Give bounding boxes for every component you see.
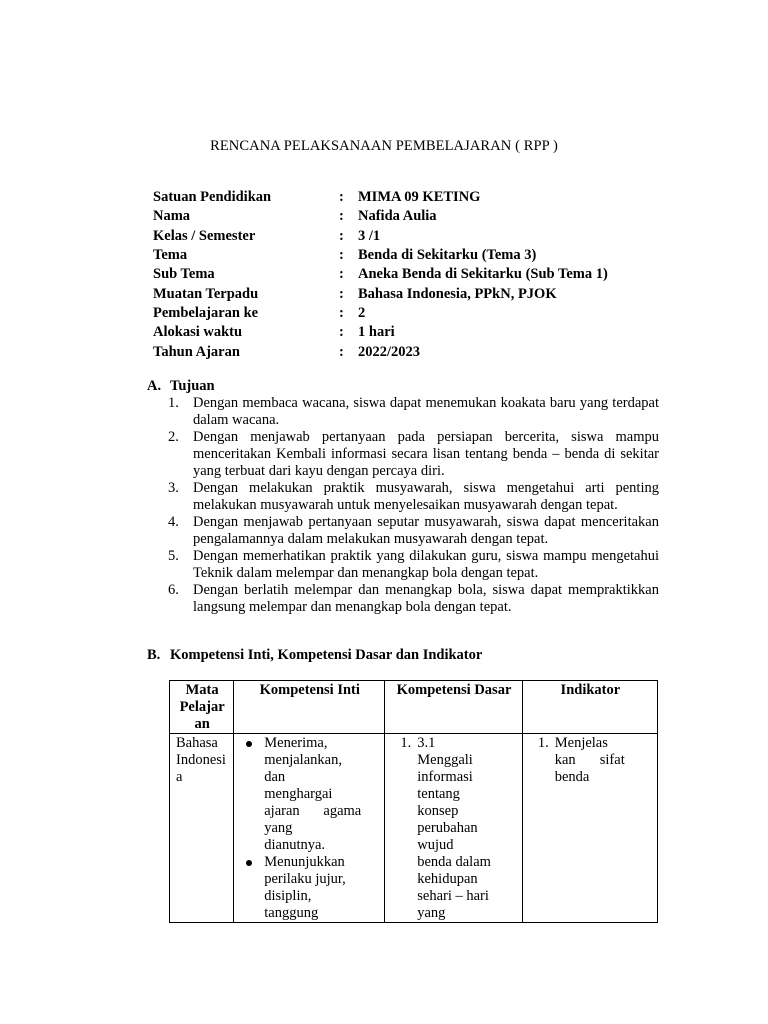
cell-line: Menggali (417, 752, 473, 768)
cell-line: Menjelas (554, 735, 608, 751)
identity-value: 3 /1 (358, 227, 381, 244)
cell-line: Bahasa (176, 735, 218, 751)
header-kompetensi-inti: Kompetensi Inti (234, 681, 385, 734)
cell-line: tanggung (264, 905, 319, 921)
ki-list (240, 735, 379, 922)
identity-row (153, 304, 673, 323)
identity-row (153, 323, 673, 342)
cell-indikator (522, 734, 657, 923)
header-line: Mata (185, 682, 219, 698)
item-number: 3. (168, 480, 179, 496)
section-heading (147, 378, 659, 395)
identity-row (153, 246, 673, 265)
cell-line: perilaku jujur, (264, 871, 346, 887)
identity-value: Aneka Benda di Sekitarku (Sub Tema 1) (358, 266, 608, 283)
item-number: 4. (168, 514, 179, 530)
cell-line: a (176, 769, 183, 785)
cell-subject (170, 734, 234, 923)
identity-label: Tema (153, 247, 188, 264)
header-indikator: Indikator (522, 681, 657, 734)
section-title: Kompetensi Inti, Kompetensi Dasar dan Indikator (170, 647, 483, 663)
section-letter: A. (147, 378, 162, 394)
identity-value: Benda di Sekitarku (Tema 3) (358, 247, 537, 264)
cell-line: benda (554, 769, 590, 785)
identity-colon: : (339, 343, 344, 360)
table-header-row (170, 681, 658, 734)
identity-value: MIMA 09 KETING (358, 189, 481, 206)
identity-colon: : (339, 266, 344, 283)
identity-row (153, 284, 673, 303)
section-tujuan (147, 378, 659, 616)
cell-line: dan (264, 769, 286, 785)
cell-line: 3.1 (417, 735, 436, 751)
item-number: 1. (537, 735, 549, 751)
cell-kompetensi-inti (234, 734, 385, 923)
header-line: an (194, 716, 210, 732)
identity-row (153, 227, 673, 246)
cell-line: tentang (417, 786, 460, 802)
identity-value: Nafida Aulia (358, 208, 437, 225)
cell-line: Menunjukkan (264, 854, 345, 870)
identity-label: Muatan Terpadu (153, 285, 259, 302)
item-number: 2. (168, 429, 179, 445)
identity-colon: : (339, 208, 344, 225)
list-item (168, 395, 659, 429)
cell-line: informasi (417, 769, 473, 785)
identity-label: Alokasi waktu (153, 324, 243, 341)
identity-value: Bahasa Indonesia, PPkN, PJOK (358, 285, 557, 302)
kd-list-item (391, 735, 516, 922)
cell-line: Indonesi (176, 752, 226, 768)
identity-colon: : (339, 227, 344, 244)
identity-row (153, 342, 673, 361)
identity-colon: : (339, 304, 344, 321)
identity-label: Sub Tema (153, 266, 215, 283)
cell-line: disiplin, (264, 888, 312, 904)
item-text: Dengan berlatih melempar dan menangkap bola, siswa dapat mempraktikkan langsung melempar dan menangkap bola dengan tepat. (193, 582, 659, 615)
header-kompetensi-dasar: Kompetensi Dasar (385, 681, 522, 734)
cell-line: konsep (417, 803, 459, 819)
identity-row (153, 207, 673, 226)
cell-line: dianutnya. (264, 837, 326, 853)
identity-colon: : (339, 285, 344, 302)
page-title: RENCANA PELAKSANAAN PEMBELAJARAN ( RPP ) (210, 138, 558, 154)
cell-line: sehari – hari (417, 888, 489, 904)
cell-line: yang (417, 905, 446, 921)
identity-value: 2 (358, 304, 366, 321)
cell-line: menjalankan, (264, 752, 342, 768)
list-item (240, 854, 379, 922)
identity-label: Tahun Ajaran (153, 343, 240, 360)
identity-value: 1 hari (358, 324, 395, 341)
indicator-list-item (529, 735, 652, 786)
item-text: Dengan melakukan praktik musyawarah, siswa mengetahui arti penting melakukan musyawarah untuk menyelesaikan musyawarah dengan tepat. (193, 480, 659, 513)
item-number: 1. (400, 735, 412, 751)
identity-value: 2022/2023 (358, 343, 421, 360)
section-heading (147, 647, 659, 664)
item-number: 6. (168, 582, 179, 598)
item-number: 5. (168, 548, 179, 564)
list-item (168, 548, 659, 582)
cell-line: ajaran agama (264, 803, 362, 819)
cell-line: kan sifat (554, 752, 625, 768)
table-row (170, 734, 658, 923)
section-kompetensi (147, 647, 659, 664)
header-mata-pelajaran (170, 681, 234, 734)
item-text: Dengan menjawab pertanyaan seputar musyawarah, siswa dapat menceritakan pengalamannya dalam melakukan musyawarah dengan tepat. (193, 514, 659, 547)
cell-line: benda dalam (417, 854, 491, 870)
cell-line: perubahan (417, 820, 478, 836)
tujuan-list (168, 395, 659, 616)
identity-block (153, 188, 673, 362)
identity-label: Satuan Pendidikan (153, 189, 272, 206)
identity-colon: : (339, 247, 344, 264)
cell-line: Menerima, (264, 735, 328, 751)
section-title: Tujuan (170, 378, 215, 394)
identity-row (153, 265, 673, 284)
item-text: Dengan membaca wacana, siswa dapat menemukan koakata baru yang terdapat dalam wacana. (193, 395, 659, 428)
section-letter: B. (147, 647, 161, 663)
identity-label: Kelas / Semester (153, 227, 256, 244)
list-item (240, 735, 379, 854)
identity-colon: : (339, 324, 344, 341)
competency-table (169, 680, 658, 923)
cell-kompetensi-dasar (385, 734, 522, 923)
list-item (168, 514, 659, 548)
list-item (168, 429, 659, 480)
list-item (168, 582, 659, 616)
identity-label: Nama (153, 208, 191, 225)
item-number: 1. (168, 395, 179, 411)
bullet-icon (240, 735, 264, 854)
header-line: Pelajar (179, 699, 225, 715)
identity-label: Pembelajaran ke (153, 304, 259, 321)
cell-line: kehidupan (417, 871, 478, 887)
cell-line: yang (264, 820, 293, 836)
item-text: Dengan memerhatikan praktik yang dilakukan guru, siswa mampu mengetahui Teknik dalam melempar dan menangkap bola dengan tepat. (193, 548, 659, 581)
item-text: Dengan menjawab pertanyaan pada persiapan bercerita, siswa mampu menceritakan Kembali informasi secara lisan tentang benda – benda di sekitar yang terbuat dari kayu dengan percaya diri. (193, 429, 659, 479)
cell-line: menghargai (264, 786, 333, 802)
bullet-icon (240, 854, 264, 922)
list-item (168, 480, 659, 514)
identity-colon: : (339, 189, 344, 206)
cell-line: wujud (417, 837, 454, 853)
identity-row (153, 188, 673, 207)
